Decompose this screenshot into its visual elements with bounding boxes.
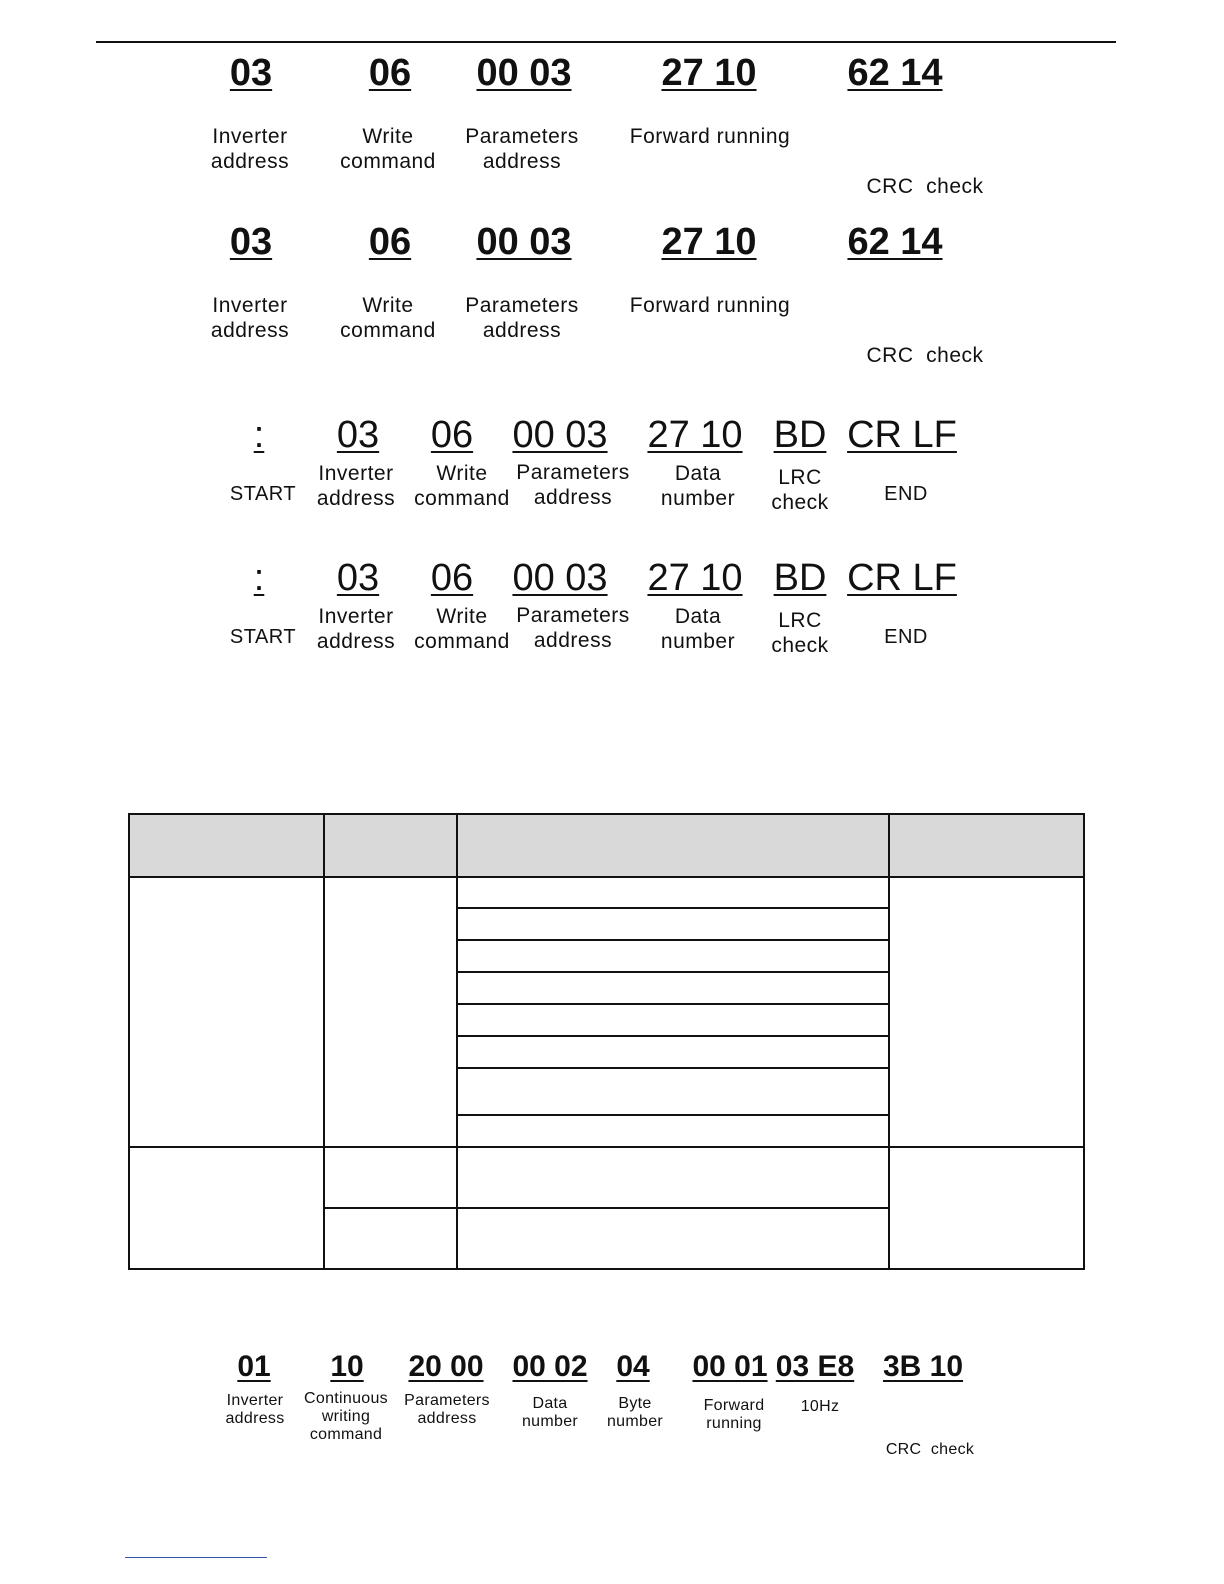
- table-rule: [456, 971, 888, 973]
- frame-label: Write command: [340, 294, 436, 342]
- table-rule: [323, 1207, 888, 1209]
- table-rule: [323, 815, 325, 1268]
- frame-code: 00 03: [512, 557, 608, 599]
- frame-label: Inverter address: [316, 462, 396, 510]
- frame-code: 03: [229, 221, 273, 263]
- frame-label: CRC check: [866, 175, 984, 198]
- frame-code: 04: [616, 1350, 650, 1383]
- footer-rule: [125, 1557, 267, 1558]
- frame-label: Inverter address: [316, 605, 396, 653]
- frame-code: 03: [336, 414, 380, 456]
- frame-label: CRC check: [866, 344, 984, 367]
- frame-label: Data number: [660, 605, 736, 653]
- frame-code: 10: [330, 1350, 364, 1383]
- frame-label: Forward running: [703, 1397, 765, 1432]
- table-rule: [456, 1067, 888, 1069]
- ascii-frame-2: [0, 557, 1224, 667]
- frame-code: BD: [773, 414, 827, 456]
- frame-label: Byte number: [606, 1395, 664, 1430]
- table-header-cell: [325, 815, 456, 876]
- frame-code: 06: [430, 557, 474, 599]
- frame-label: Parameters address: [516, 461, 630, 509]
- frame-code: 01: [237, 1350, 271, 1383]
- frame-label: LRC check: [771, 609, 829, 657]
- table-header-cell: [890, 815, 1083, 876]
- frame-label: END: [884, 626, 928, 648]
- frame-code: 00 02: [512, 1350, 588, 1383]
- frame-code: 03: [336, 557, 380, 599]
- frame-code: 03 E8: [775, 1350, 855, 1383]
- frame-code: 27 10: [661, 221, 757, 263]
- frame-label: Forward running: [629, 294, 791, 317]
- frame-label: Inverter address: [210, 294, 290, 342]
- frame-code: 00 03: [512, 414, 608, 456]
- frame-label: Write command: [414, 605, 510, 653]
- table-rule: [456, 907, 888, 909]
- frame-label: Inverter address: [210, 125, 290, 173]
- frame-code: CR LF: [847, 414, 957, 456]
- table-header-cell: [130, 815, 323, 876]
- table-rule: [130, 1146, 1083, 1148]
- frame-label: Data number: [521, 1395, 579, 1430]
- frame-label: Parameters address: [465, 294, 579, 342]
- frame-code: 20 00: [408, 1350, 484, 1383]
- frame-code: 62 14: [847, 52, 943, 94]
- frame-code: 00 03: [476, 221, 572, 263]
- frame-label: Inverter address: [225, 1392, 285, 1427]
- frame-code: 03: [229, 52, 273, 94]
- frame-code: 27 10: [647, 557, 743, 599]
- frame-label: Parameters address: [516, 604, 630, 652]
- frame-code: 00 01: [692, 1350, 768, 1383]
- continuous-write-frame: [0, 1350, 1224, 1458]
- frame-code: 06: [368, 221, 412, 263]
- ascii-frame-1: [0, 414, 1224, 524]
- frame-code: 27 10: [661, 52, 757, 94]
- frame-label: Write command: [414, 462, 510, 510]
- frame-code: 27 10: [647, 414, 743, 456]
- frame-code: 3B 10: [882, 1350, 964, 1383]
- frame-code: :: [253, 557, 265, 599]
- table-rule: [456, 1114, 888, 1116]
- table-rule: [456, 815, 458, 1268]
- table-header-cell: [458, 815, 888, 876]
- frame-label: Data number: [660, 462, 736, 510]
- frame-label: LRC check: [771, 466, 829, 514]
- frame-label: Parameters address: [404, 1392, 490, 1427]
- frame-label: Write command: [340, 125, 436, 173]
- table-rule: [130, 876, 1083, 878]
- top-rule: [96, 41, 1116, 43]
- table-rule: [456, 1035, 888, 1037]
- frame-label: Forward running: [629, 125, 791, 148]
- frame-label: 10Hz: [800, 1398, 840, 1415]
- table-rule: [456, 1003, 888, 1005]
- frame-code: 00 03: [476, 52, 572, 94]
- parameter-table: [128, 813, 1085, 1270]
- frame-label: START: [229, 483, 297, 505]
- table-rule: [456, 939, 888, 941]
- frame-code: 06: [430, 414, 474, 456]
- frame-code: BD: [773, 557, 827, 599]
- table-rule: [888, 815, 890, 1268]
- frame-label: CRC check: [885, 1441, 975, 1458]
- frame-label: START: [229, 626, 297, 648]
- frame-label: Continuous writing command: [304, 1390, 388, 1443]
- frame-code: :: [253, 414, 265, 456]
- frame-label: END: [884, 483, 928, 505]
- rtu-frame-2: [0, 221, 1224, 367]
- frame-code: CR LF: [847, 557, 957, 599]
- frame-code: 62 14: [847, 221, 943, 263]
- frame-code: 06: [368, 52, 412, 94]
- rtu-frame-1: [0, 52, 1224, 198]
- frame-label: Parameters address: [465, 125, 579, 173]
